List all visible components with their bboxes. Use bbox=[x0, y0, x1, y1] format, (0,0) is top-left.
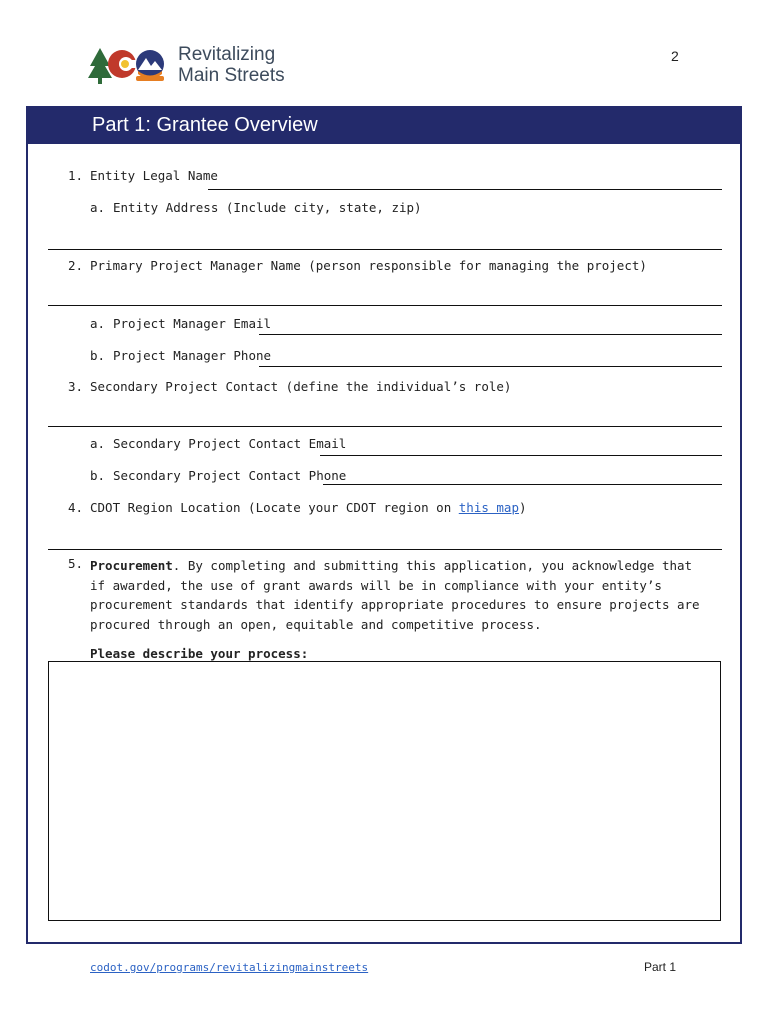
q3-number: 3. bbox=[68, 379, 84, 394]
logo-line-1: Revitalizing bbox=[178, 44, 276, 65]
cdot-region-field[interactable] bbox=[48, 549, 722, 550]
cdot-region-text-end: ) bbox=[518, 500, 527, 515]
footer-link[interactable]: codot.gov/programs/revitalizingmainstreets bbox=[90, 961, 369, 974]
project-manager-name-field[interactable] bbox=[48, 305, 722, 306]
section-title: Part 1: Grantee Overview bbox=[92, 114, 318, 136]
q2a-number: a. bbox=[90, 316, 106, 331]
page-number: 2 bbox=[671, 48, 679, 64]
project-manager-email-label: Project Manager Email bbox=[113, 316, 272, 331]
procurement-text: . By completing and submitting this application, you acknowledge that if awarded, the use of grant awards will be in compliance with your entity’s procurement standards that identify appropriate procedures to ensure projects are procured through an open, equitable and competitive process. bbox=[90, 558, 700, 632]
q1a-number: a. bbox=[90, 200, 106, 215]
this-map-link[interactable]: this map bbox=[458, 500, 519, 515]
secondary-contact-email-label: Secondary Project Contact Email bbox=[113, 436, 347, 451]
project-manager-email-field[interactable] bbox=[259, 334, 722, 335]
project-manager-name-label: Primary Project Manager Name (person responsible for managing the project) bbox=[90, 258, 647, 273]
q2-number: 2. bbox=[68, 258, 84, 273]
cdot-region-label bbox=[90, 500, 527, 515]
entity-legal-name-field[interactable] bbox=[208, 189, 722, 190]
q3a-number: a. bbox=[90, 436, 106, 451]
logo-line-2: Main Streets bbox=[178, 65, 285, 86]
process-prompt: Please describe your process: bbox=[90, 646, 309, 661]
secondary-contact-email-field[interactable] bbox=[320, 455, 722, 456]
process-description-box[interactable] bbox=[48, 661, 721, 921]
project-manager-phone-label: Project Manager Phone bbox=[113, 348, 272, 363]
secondary-contact-label: Secondary Project Contact (define the individual’s role) bbox=[90, 379, 512, 394]
q5-number: 5. bbox=[68, 556, 84, 571]
entity-address-field[interactable] bbox=[48, 249, 722, 250]
q1-number: 1. bbox=[68, 168, 84, 183]
secondary-contact-field[interactable] bbox=[48, 426, 722, 427]
procurement-heading: Procurement bbox=[90, 558, 173, 573]
q3b-number: b. bbox=[90, 468, 106, 483]
program-logo bbox=[88, 44, 298, 88]
secondary-contact-phone-field[interactable] bbox=[323, 484, 722, 485]
entity-address-label: Entity Address (Include city, state, zip) bbox=[113, 200, 422, 215]
procurement-paragraph bbox=[90, 556, 710, 634]
q2b-number: b. bbox=[90, 348, 106, 363]
project-manager-phone-field[interactable] bbox=[259, 366, 722, 367]
q4-number: 4. bbox=[68, 500, 84, 515]
secondary-contact-phone-label: Secondary Project Contact Phone bbox=[113, 468, 347, 483]
entity-legal-name-label: Entity Legal Name bbox=[90, 168, 218, 183]
footer-part-label: Part 1 bbox=[644, 960, 677, 974]
cdot-region-text: CDOT Region Location (Locate your CDOT region on bbox=[90, 500, 459, 515]
colorado-logo-icon bbox=[88, 44, 174, 88]
